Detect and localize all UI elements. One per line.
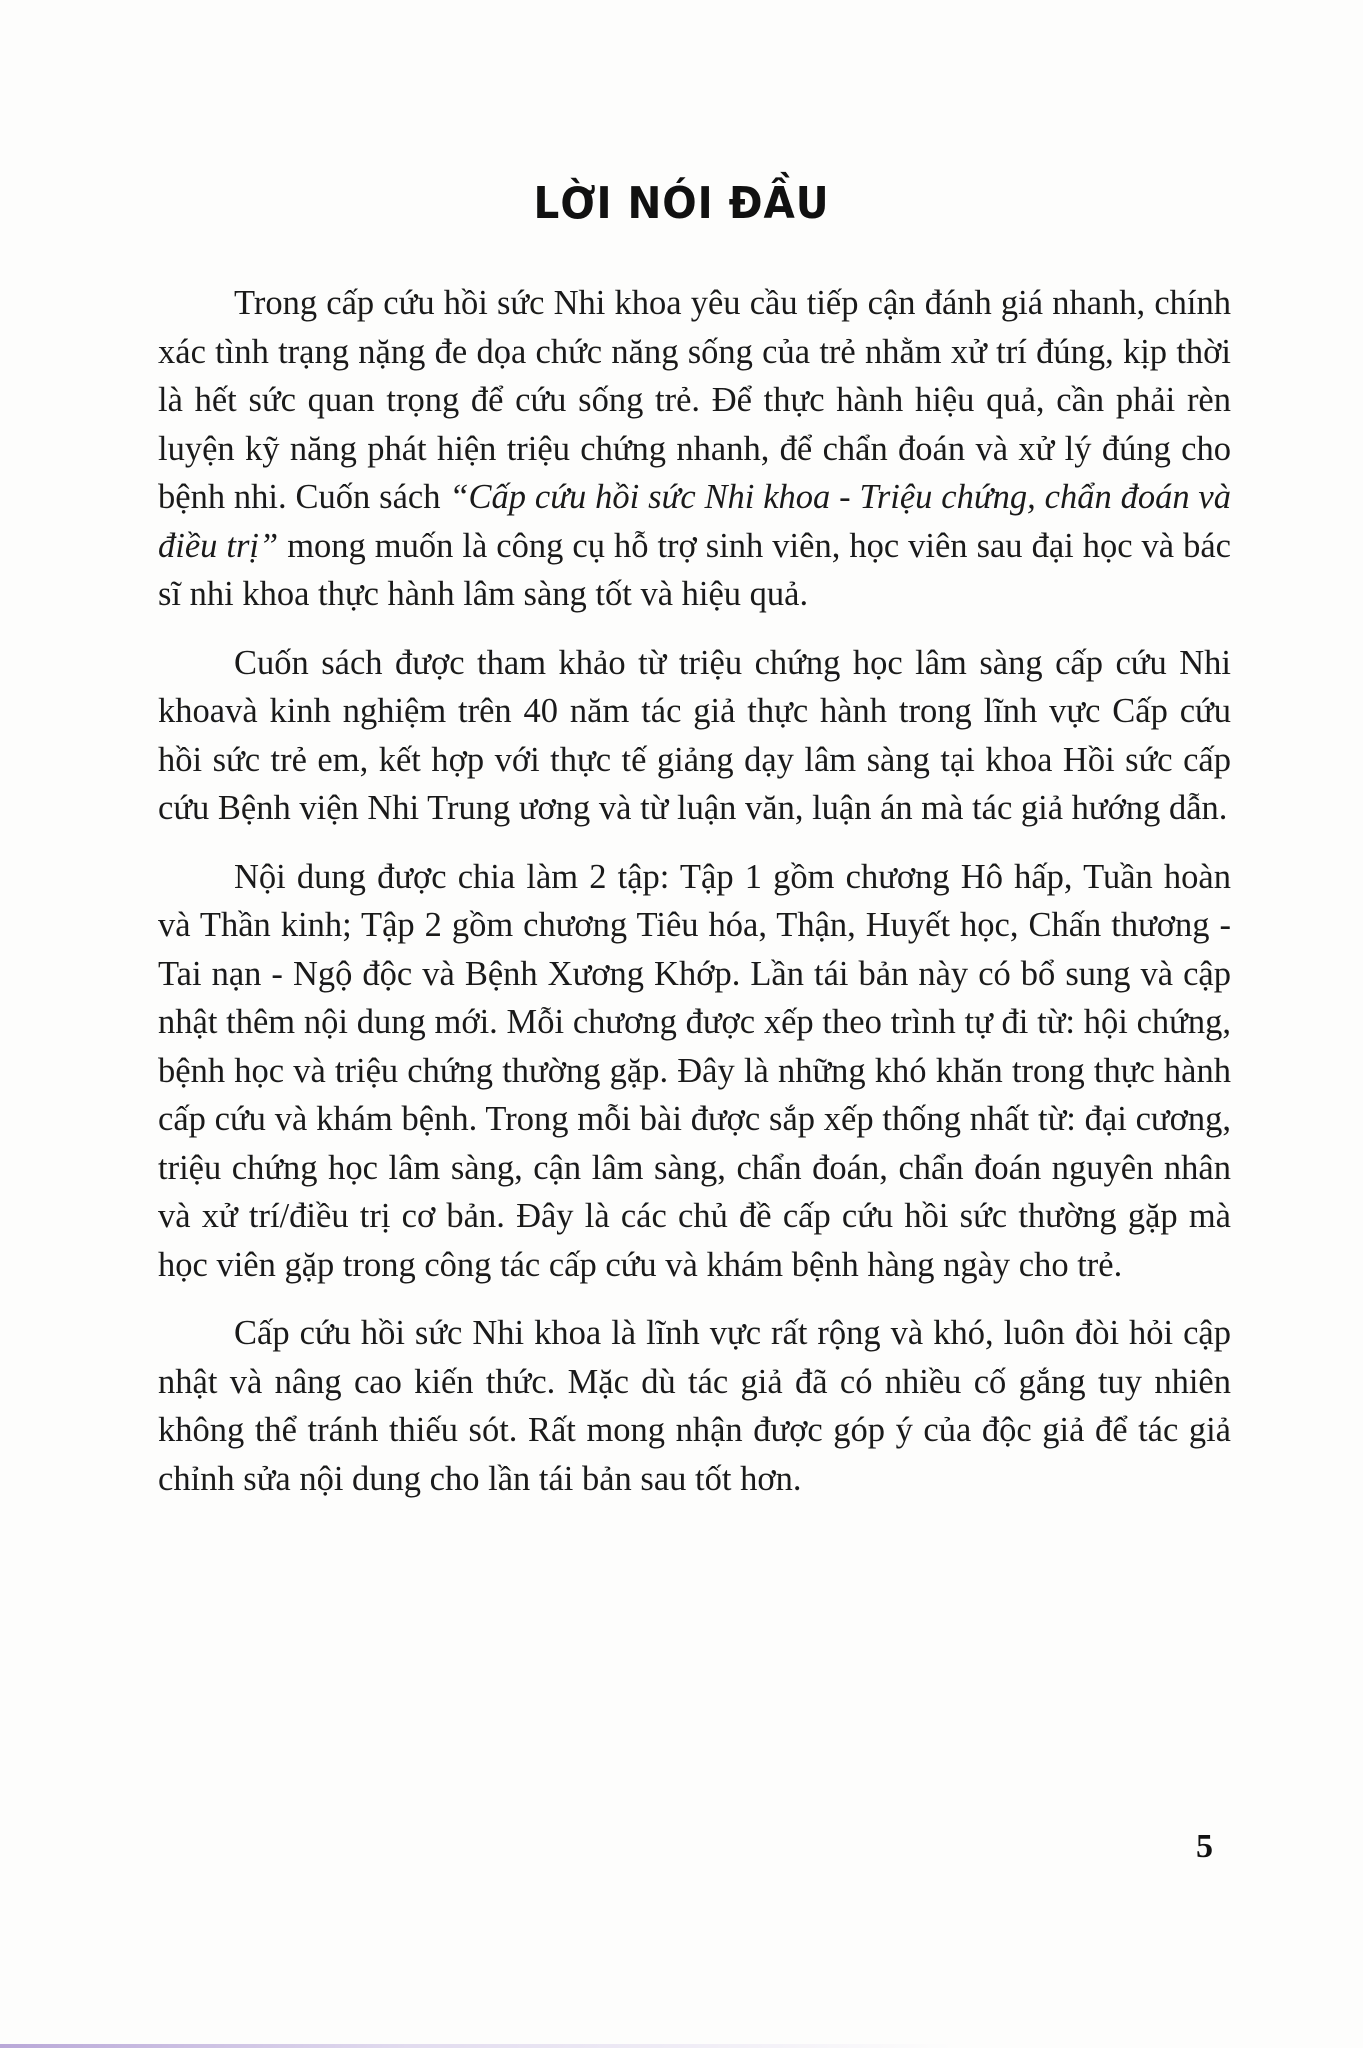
page-title: LỜI NÓI ĐẦU	[533, 178, 830, 229]
page-bottom-edge	[0, 2044, 1363, 2048]
paragraph-2: Cuốn sách được tham khảo từ triệu chứng học lâm sàng cấp cứu Nhi khoavà kinh nghiệm trên 40 năm tác giả thực hành trong lĩnh vực Cấp cứu hồi sức trẻ em, kết hợp với thực tế giảng dạy lâm sàng tại khoa Hồi sức cấp cứu Bệnh viện Nhi Trung ương và từ luận văn, luận án mà tác giả hướng dẫn.	[158, 643, 1231, 827]
paragraph-1	[158, 279, 1231, 619]
page-number: 5	[1196, 1828, 1213, 1865]
paragraph-1-text-start: Trong cấp cứu hồi sức Nhi khoa yêu cầu tiếp cận đánh giá nhanh, chính xác tình trạng nặng đe dọa chức năng sống của trẻ nhằm xử trí đúng, kịp thời là hết sức quan trọng để cứu sống trẻ. Để thực hành hiệu quả, cần phải rèn luyện kỹ năng phát hiện triệu chứng nhanh, để chẩn đoán và xử lý đúng cho bệnh nhi. Cuốn sách	[158, 284, 1231, 516]
paragraph-4: Cấp cứu hồi sức Nhi khoa là lĩnh vực rất rộng và khó, luôn đòi hỏi cập nhật và nâng cao kiến thức. Mặc dù tác giả đã có nhiều cố gắng tuy nhiên không thể tránh thiếu sót. Rất mong nhận được góp ý của độc giả để tác giả chỉnh sửa nội dung cho lần tái bản sau tốt hơn.	[158, 1314, 1231, 1498]
paragraph-1-text-end: mong muốn là công cụ hỗ trợ sinh viên, học viên sau đại học và bác sĩ nhi khoa thực hành lâm sàng tốt và hiệu quả.	[158, 526, 1231, 613]
preface-body	[158, 279, 1231, 1523]
book-title-italic: “Cấp cứu hồi sức Nhi khoa - Triệu chứng, chẩn đoán và điều trị”	[158, 478, 1231, 565]
paragraph-3: Nội dung được chia làm 2 tập: Tập 1 gồm chương Hô hấp, Tuần hoàn và Thần kinh; Tập 2 gồm chương Tiêu hóa, Thận, Huyết học, Chấn thương - Tai nạn - Ngộ độc và Bệnh Xương Khớp. Lần tái bản này có bổ sung và cập nhật thêm nội dung mới. Mỗi chương được xếp theo trình tự đi từ: hội chứng, bệnh học và triệu chứng thường gặp. Đây là những khó khăn trong thực hành cấp cứu và khám bệnh. Trong mỗi bài được sắp xếp thống nhất từ: đại cương, triệu chứng học lâm sàng, cận lâm sàng, chẩn đoán, chẩn đoán nguyên nhân và xử trí/điều trị cơ bản. Đây là các chủ đề cấp cứu hồi sức thường gặp mà học viên gặp trong công tác cấp cứu và khám bệnh hàng ngày cho trẻ.	[158, 857, 1231, 1284]
